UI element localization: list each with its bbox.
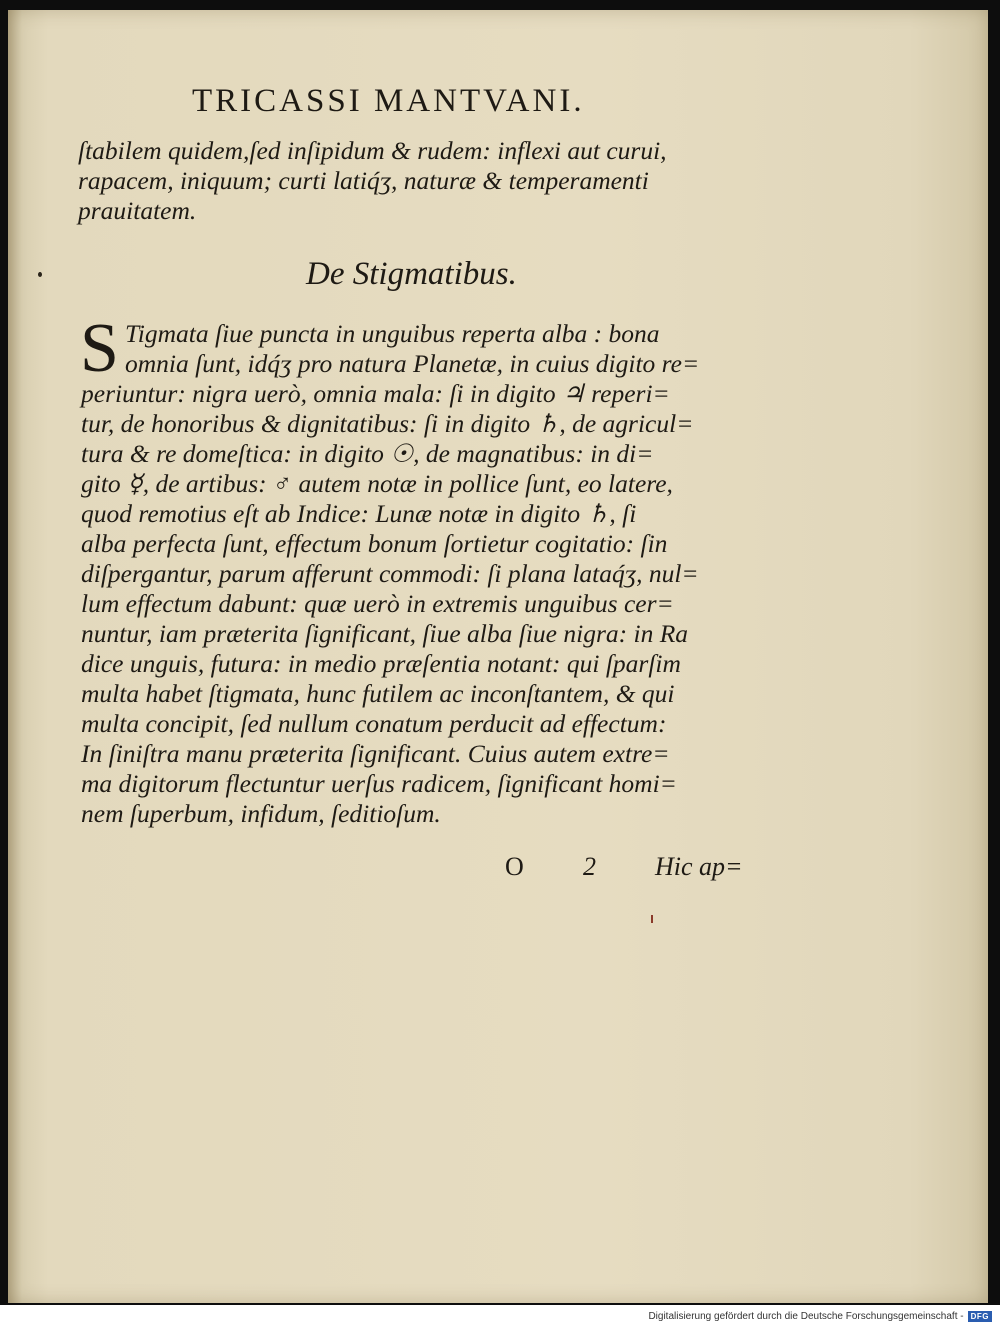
text-line: prauitatem.	[78, 196, 197, 225]
catchword: Hic ap=	[655, 852, 743, 881]
text-line: tur, de honoribus & dignitatibus: ſi in digito ♄, de agricul=	[81, 409, 694, 438]
text-line: alba perfecta ſunt, effectum bonum ſortietur cogitatio: ſin	[81, 529, 668, 558]
text-line: periuntur: nigra uerò, omnia mala: ſi in digito ♃ reperi=	[81, 379, 670, 408]
digitization-footer	[648, 1311, 992, 1322]
text-line: gito ☿, de artibus: ♂ autem notæ in pollice ſunt, eo latere,	[81, 469, 673, 498]
text-line: tura & re domeſtica: in digito ☉, de magnatibus: in di=	[81, 439, 654, 468]
book-page	[8, 10, 988, 1303]
text-line: lum effectum dabunt: quæ uerò in extremis unguibus cer=	[81, 589, 674, 618]
signature-number: 2	[583, 852, 596, 881]
text-line: ma digitorum flectuntur uerſus radicem, ſignificant homi=	[81, 769, 677, 798]
text-line: In ſiniſtra manu præterita ſignificant. Cuius autem extre=	[81, 739, 670, 768]
text-line: multa habet ſtigmata, hunc futilem ac inconſtantem, & qui	[81, 679, 675, 708]
signature-mark: O	[505, 852, 524, 881]
running-head: TRICASSI MANTVANI.	[192, 83, 585, 119]
text-line: nem ſuperbum, infidum, ſeditioſum.	[81, 799, 441, 828]
text-line: omnia ſunt, idq́ʒ pro natura Planetæ, in cuius digito re=	[125, 349, 700, 378]
main-paragraph	[80, 310, 700, 829]
paper-speck	[651, 915, 653, 923]
drop-cap: S	[80, 310, 119, 387]
text-line: quod remotius eſt ab Indice: Lunæ notæ in digito ♄, ſi	[81, 499, 637, 528]
section-title: De Stigmatibus.	[306, 256, 517, 292]
dfg-logo-icon: DFG	[968, 1311, 992, 1322]
text-line: diſpergantur, parum afferunt commodi: ſi plana lataq́ʒ, nul=	[81, 559, 699, 588]
footer-text: Digitalisierung gefördert durch die Deutsche Forschungsgemeinschaft -	[648, 1311, 964, 1322]
text-line: multa concipit, ſed nullum conatum perducit ad effectum:	[81, 709, 667, 738]
text-line: Tigmata ſiue puncta in unguibus reperta alba : bona	[125, 319, 660, 348]
text-line: ſtabilem quidem,ſed inſipidum & rudem: inflexi aut curui,	[78, 136, 667, 165]
text-line: nuntur, iam præterita ſignificant, ſiue alba ſiue nigra: in Ra	[81, 619, 689, 648]
top-paragraph	[78, 136, 667, 226]
catchline	[505, 852, 785, 886]
text-line: dice unguis, futura: in medio præſentia notant: qui ſparſim	[81, 649, 681, 678]
margin-ink-dot	[38, 272, 42, 277]
text-line: rapacem, iniquum; curti latiq́ʒ, naturæ & temperamenti	[78, 166, 649, 195]
